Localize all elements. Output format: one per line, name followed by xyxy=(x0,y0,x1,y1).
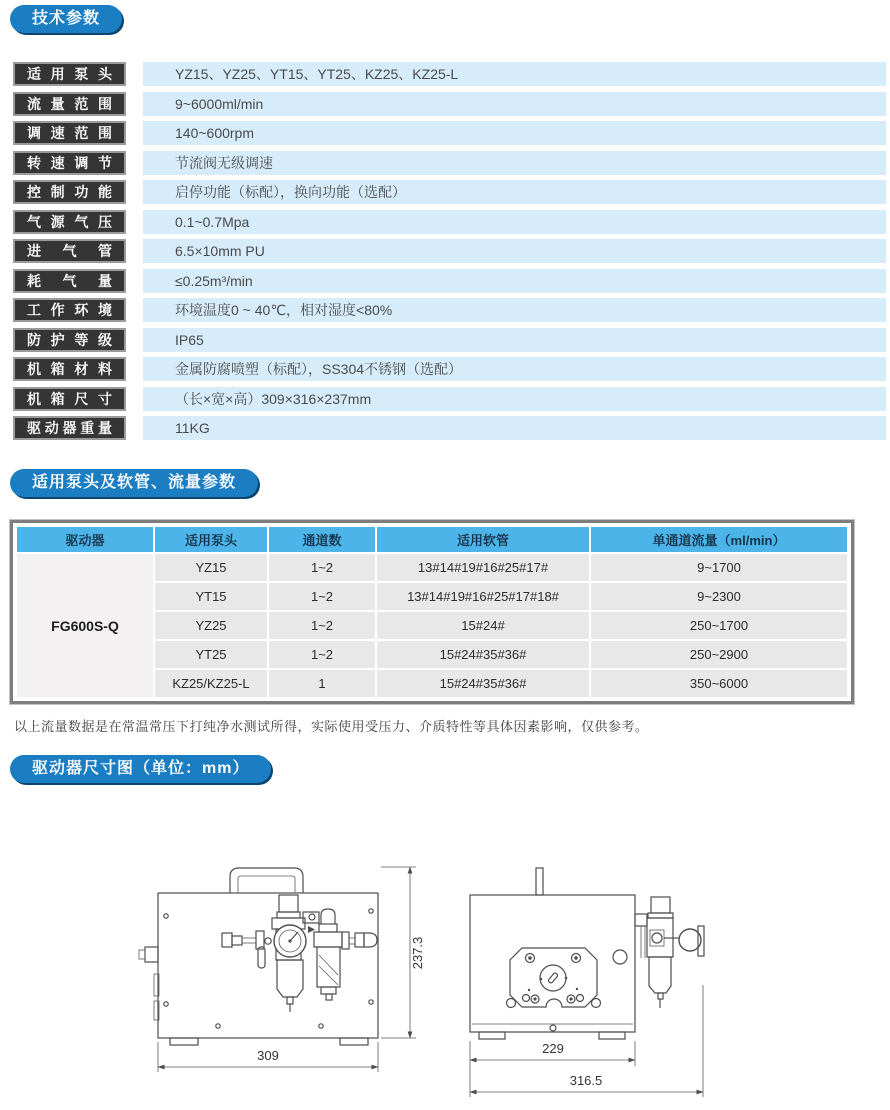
air-outlet-fitting xyxy=(342,932,377,949)
spec-label: 流量范围 xyxy=(13,92,126,116)
carry-handle xyxy=(230,868,303,893)
cell-flow: 350~6000 xyxy=(591,670,847,697)
front-width-dimension xyxy=(158,1042,378,1072)
spec-label: 工作环境 xyxy=(13,298,126,322)
section-title-dimension-drawing: 驱动器尺寸图（单位：mm） xyxy=(10,755,271,783)
cell-pump-head: KZ25/KZ25-L xyxy=(155,670,267,697)
cell-flow: 9~1700 xyxy=(591,554,847,581)
side-inner-width-label: 229 xyxy=(542,1041,564,1056)
air-inlet-fitting xyxy=(222,931,271,949)
side-filter-regulator xyxy=(635,897,704,1008)
top-rod xyxy=(536,868,543,895)
regulator-knob xyxy=(279,895,298,912)
cell-tubing: 13#14#19#16#25#17#18# xyxy=(377,583,589,610)
side-outer-width-dimension xyxy=(470,985,703,1097)
cell-pump-head: YZ25 xyxy=(155,612,267,639)
spec-label: 驱动器重量 xyxy=(13,416,126,440)
spec-label: 适用泵头 xyxy=(13,62,126,86)
spec-label: 进气管 xyxy=(13,239,126,263)
front-enclosure xyxy=(158,893,378,1038)
pressure-gauge xyxy=(274,925,306,957)
front-foot-left xyxy=(170,1038,198,1045)
spec-label: 机箱尺寸 xyxy=(13,387,126,411)
cell-pump-head: YT15 xyxy=(155,583,267,610)
side-foot-left xyxy=(479,1032,505,1039)
air-filter-regulator-unit xyxy=(222,895,377,1012)
cell-flow: 9~2300 xyxy=(591,583,847,610)
side-view-drawing xyxy=(470,868,704,1097)
pump-head-plate xyxy=(507,948,601,1008)
front-height-label: 237.3 xyxy=(410,936,425,970)
cell-pump-head: YZ15 xyxy=(155,554,267,581)
cell-channels: 1~2 xyxy=(269,583,375,610)
spec-value: 金属防腐喷塑（标配），SS304不锈钢（选配） xyxy=(143,357,886,381)
spec-label: 气源气压 xyxy=(13,210,126,234)
cell-channels: 1~2 xyxy=(269,554,375,581)
spec-value: 环境温度0 ~ 40℃，相对湿度<80% xyxy=(143,298,886,322)
spec-value: 140~600rpm xyxy=(143,121,886,145)
section-title-tech-params: 技术参数 xyxy=(10,5,122,33)
front-width-label: 309 xyxy=(257,1048,279,1063)
spec-label: 转速调节 xyxy=(13,151,126,175)
side-outer-width-label: 316.5 xyxy=(569,1073,603,1088)
cell-tubing: 13#14#19#16#25#17# xyxy=(377,554,589,581)
front-height-dimension xyxy=(381,867,425,1038)
front-view-drawing xyxy=(139,867,425,1072)
spec-label: 防护等级 xyxy=(13,328,126,352)
spec-value: 6.5×10mm PU xyxy=(143,239,886,263)
cell-flow: 250~2900 xyxy=(591,641,847,668)
spec-value: 11KG xyxy=(143,416,886,440)
front-foot-right xyxy=(340,1038,368,1045)
spec-value: IP65 xyxy=(143,328,886,352)
side-filter-bowl xyxy=(649,957,671,993)
col-header-channels: 通道数 xyxy=(269,527,375,552)
cell-channels: 1 xyxy=(269,670,375,697)
flow-data-note: 以上流量数据是在常温常压下打纯净水测试所得，实际使用受压力、介质特性等具体因素影响，仅供参考。 xyxy=(14,719,649,734)
cell-tubing: 15#24#35#36# xyxy=(377,670,589,697)
spec-label: 机箱材料 xyxy=(13,357,126,381)
panel-screws xyxy=(164,909,373,1028)
section-title-pump-tubing-flow: 适用泵头及软管、流量参数 xyxy=(10,469,258,497)
spec-value: 9~6000ml/min xyxy=(143,92,886,116)
side-port xyxy=(139,947,159,1020)
cell-flow: 250~1700 xyxy=(591,612,847,639)
col-header-flow: 单通道流量（ml/min） xyxy=(591,527,847,552)
spec-value: 启停功能（标配），换向功能（选配） xyxy=(143,180,886,204)
cell-pump-head: YT25 xyxy=(155,641,267,668)
spec-label: 调速范围 xyxy=(13,121,126,145)
spec-value: YZ15、YZ25、YT15、YT25、KZ25、KZ25-L xyxy=(143,62,886,86)
spec-value: ≤0.25m³/min xyxy=(143,269,886,293)
cell-tubing: 15#24# xyxy=(377,612,589,639)
cell-channels: 1~2 xyxy=(269,612,375,639)
side-inner-width-dimension xyxy=(470,1041,635,1097)
side-enclosure xyxy=(470,895,635,1032)
rotor-hub xyxy=(540,965,566,991)
side-regulator-knob xyxy=(651,897,670,913)
side-foot-right xyxy=(599,1032,625,1039)
cell-tubing: 15#24#35#36# xyxy=(377,641,589,668)
spec-value: 0.1~0.7Mpa xyxy=(143,210,886,234)
driver-model-cell: FG600S-Q xyxy=(17,554,153,697)
shutoff-valve-lever xyxy=(258,947,265,968)
cell-channels: 1~2 xyxy=(269,641,375,668)
col-header-driver: 驱动器 xyxy=(17,527,153,552)
spec-value: 节流阀无级调速 xyxy=(143,151,886,175)
col-header-pump-head: 适用泵头 xyxy=(155,527,267,552)
col-header-tubing: 适用软管 xyxy=(377,527,589,552)
filter-bowl xyxy=(277,960,303,997)
spec-label: 耗气量 xyxy=(13,269,126,293)
spec-label: 控制功能 xyxy=(13,180,126,204)
side-panel-hole xyxy=(613,950,627,964)
spec-value: （长×宽×高）309×316×237mm xyxy=(143,387,886,411)
